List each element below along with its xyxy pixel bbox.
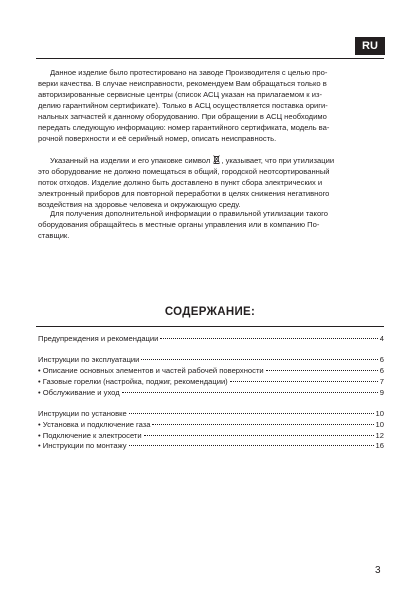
page-number: 3: [375, 565, 381, 576]
dot-leader: [129, 445, 374, 446]
toc-entry-page: 10: [375, 419, 384, 429]
toc-entry-label: • Газовые горелки (настройка, поджиг, рекомендации): [38, 376, 228, 386]
dot-leader: [230, 381, 378, 382]
toc-entry-label: • Установка и подключение газа: [38, 419, 151, 429]
toc-divider: [36, 326, 384, 327]
text-line: оборудования обращайтесь в местные органы управления или в компанию По-: [38, 219, 320, 229]
toc-entry[interactable]: [38, 355, 384, 366]
disposal-paragraph: [38, 155, 384, 211]
toc-entry-label: Предупреждения и рекомендации: [38, 334, 159, 343]
language-badge: RU: [355, 37, 385, 55]
dot-leader: [129, 413, 374, 414]
dot-leader: [152, 424, 373, 425]
toc-entry-label: • Инструкции по монтажу: [38, 441, 127, 451]
text-line: [38, 155, 384, 167]
text-line: передать следующую информацию: номер гарантийного сертификата, модель ва-: [38, 122, 330, 132]
toc-entry[interactable]: [38, 334, 384, 345]
toc-entry[interactable]: [38, 409, 384, 420]
text-line: воздействия на здоровье человека и окружающую среду.: [38, 199, 241, 209]
table-of-contents: [38, 334, 384, 463]
text-line: делию гарантийном сертификате). Только в АСЦ осуществляется поставка ориги-: [38, 100, 328, 110]
text-fragment: Указанный на изделии и его упаковке символ: [50, 156, 211, 165]
text-line: рочной поверхности и её серийный номер, описать неисправность.: [38, 133, 277, 143]
toc-entry-page: 6: [379, 366, 384, 376]
toc-entry[interactable]: [38, 431, 384, 442]
toc-group: [38, 334, 384, 345]
dot-leader: [266, 370, 378, 371]
toc-entry-page: 16: [375, 441, 384, 451]
info-paragraph: [38, 209, 384, 242]
dot-leader: [141, 359, 377, 360]
text-line: нальных запчастей к данному оборудованию. При обращении в АСЦ необходимо: [38, 111, 327, 121]
toc-entry[interactable]: [38, 441, 384, 452]
text-line: ставщик.: [38, 230, 70, 240]
toc-title: СОДЕРЖАНИЕ:: [164, 306, 256, 318]
dot-leader: [122, 392, 378, 393]
toc-entry-page: 4: [379, 334, 384, 343]
toc-entry[interactable]: [38, 388, 384, 399]
toc-group: [38, 409, 384, 452]
toc-entry-page: 12: [375, 430, 384, 440]
toc-entry[interactable]: [38, 377, 384, 388]
text-line: авторизированные сервисные центры (список АСЦ указан на прилагаемом к из-: [38, 89, 322, 99]
quality-paragraph: [38, 68, 384, 145]
dot-leader: [144, 435, 374, 436]
text-line: электронный приборов для повторной переработки в целях снижения негативного: [38, 188, 330, 198]
top-divider: [36, 58, 384, 59]
toc-entry-label: • Описание основных элементов и частей рабочей поверхности: [38, 366, 264, 376]
toc-entry-page: 7: [379, 376, 384, 386]
text-line: это оборудование не должно помещаться в общий, городской неотсортированный: [38, 166, 330, 176]
dot-leader: [160, 338, 377, 339]
text-line: Данное изделие было протестировано на заводе Производителя с целью про-: [50, 68, 328, 77]
text-line: поток отходов. Изделие должно быть доставлено в пункт сбора электрических и: [38, 177, 323, 187]
toc-group: [38, 355, 384, 398]
text-line: верки качества. В случае неисправности, рекомендуем Вам обращаться только в: [38, 78, 327, 88]
toc-entry-page: 9: [379, 387, 384, 397]
crossed-out-wheelie-bin-icon: [213, 155, 220, 164]
toc-entry-label: • Обслуживание и уход: [38, 387, 120, 397]
text-line: Для получения дополнительной информации о правильной утилизации такого: [50, 209, 328, 218]
toc-entry-page: 10: [375, 408, 384, 418]
toc-entry-label: • Подключение к электросети: [38, 430, 142, 440]
toc-entry[interactable]: [38, 420, 384, 431]
toc-entry-page: 6: [379, 355, 384, 365]
toc-entry[interactable]: [38, 366, 384, 377]
toc-entry-label: Инструкции по установке: [38, 408, 127, 418]
toc-entry-label: Инструкции по эксплуатации: [38, 355, 140, 365]
text-fragment: , указывает, что при утилизации: [221, 156, 335, 165]
